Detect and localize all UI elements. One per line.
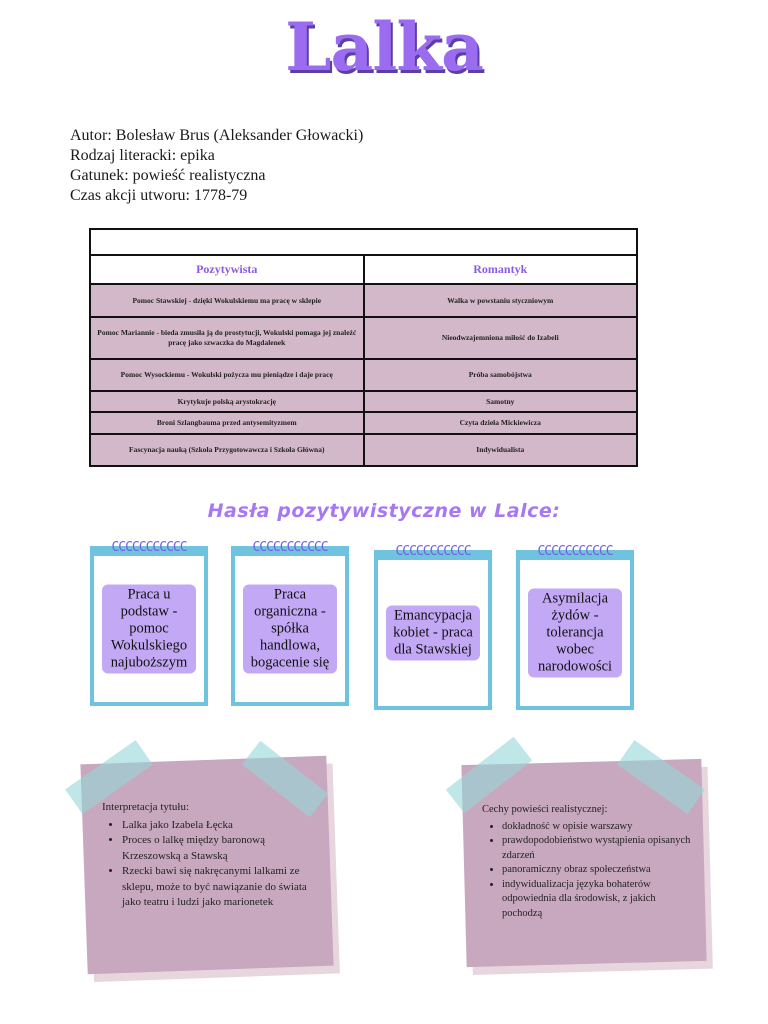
table-row (90, 391, 637, 412)
list-item: • prawdopodobieństwo wystąpienia opisanych zdarzeń (502, 834, 692, 863)
list-item: • Rzecki bawi się nakręcanymi lalkami ze sklepu, może to być nawiązanie do świata jako teatru i ludzi jako marionetek (122, 864, 318, 911)
spiral-binding-icon: ССССССССССС (111, 540, 187, 554)
interpretation-heading: Interpretacja tytułu: (102, 801, 190, 813)
spiral-binding-icon: ССССССССССС (537, 544, 613, 558)
list-item: • Proces o lalkę między baronową Krzeszowską a Stawską (122, 833, 318, 864)
slogan-note (374, 544, 492, 710)
interpretation-note (102, 800, 318, 911)
realism-note (482, 803, 692, 921)
slogan-note (231, 540, 349, 706)
positivist-cell: Pomoc Wysockiemu - Wokulski pożycza mu pieniądze i daje pracę (90, 359, 364, 391)
slogan-note (516, 544, 634, 710)
meta-genre-kind: Rodzaj literacki: epika (70, 147, 215, 164)
positivist-cell: Pomoc Mariannie - bieda zmusiła ją do prostytucji, Wokulski pomaga jej znaleźć pracę jako szwaczka do Magdalenek (90, 317, 364, 359)
positivist-cell: Pomoc Stawskiej - dzięki Wokulskiemu ma pracę w sklepie (90, 284, 364, 317)
spiral-binding-icon: ССССССССССС (395, 544, 471, 558)
comparison-table (89, 228, 638, 467)
table-row (90, 317, 637, 359)
list-item: • panoramiczny obraz społeczeństwa (502, 863, 692, 878)
meta-time: Czas akcji utworu: 1778-79 (70, 187, 248, 204)
slogan-text: Emancypacja kobiet - praca dla Stawskiej (386, 606, 480, 661)
romantic-cell: Samotny (364, 391, 638, 412)
table-header-row (90, 255, 637, 284)
romantic-cell: Nieodwzajemniona miłość do Izabeli (364, 317, 638, 359)
romantic-cell: Walka w powstaniu styczniowym (364, 284, 638, 317)
positivist-cell: Broni Szlangbauma przed antysemityzmem (90, 412, 364, 434)
table-row (90, 284, 637, 317)
slogan-text: Praca u podstaw - pomoc Wokulskiego najuboższym (102, 585, 196, 674)
table-blank-row (90, 229, 637, 255)
table-row (90, 434, 637, 466)
meta-genre: Gatunek: powieść realistyczna (70, 167, 266, 184)
romantic-cell: Czyta dzieła Mickiewicza (364, 412, 638, 434)
book-metadata (70, 126, 363, 206)
table-row (90, 359, 637, 391)
list-item: • Lalka jako Izabela Łęcka (122, 818, 318, 834)
page-title: Lalka (285, 8, 483, 86)
list-item: • indywidualizacja języka bohaterów odpowiednia dla środowisk, z jakich pochodzą (502, 878, 692, 922)
table-row (90, 412, 637, 434)
list-item: • dokładność w opisie warszawy (502, 820, 692, 835)
slogan-text: Praca organiczna - spółka handlowa, bogacenie się (243, 585, 337, 674)
header-positivist: Pozytywista (90, 255, 364, 284)
slogan-note (90, 540, 208, 706)
slogan-text: Asymilacja żydów - tolerancja wobec narodowości (528, 589, 622, 678)
meta-author: Autor: Bolesław Brus (Aleksander Głowacki) (70, 127, 364, 144)
positivist-cell: Krytykuje polską arystokrację (90, 391, 364, 412)
romantic-cell: Indywidualista (364, 434, 638, 466)
romantic-cell: Próba samobójstwa (364, 359, 638, 391)
header-romantic: Romantyk (364, 255, 638, 284)
positivist-cell: Fascynacja nauką (Szkoła Przygotowawcza i Szkoła Główna) (90, 434, 364, 466)
spiral-binding-icon: ССССССССССС (252, 540, 328, 554)
realism-heading: Cechy powieści realistycznej: (482, 804, 608, 815)
slogans-heading: Hasła pozytywistyczne w Lalce: (207, 500, 561, 522)
